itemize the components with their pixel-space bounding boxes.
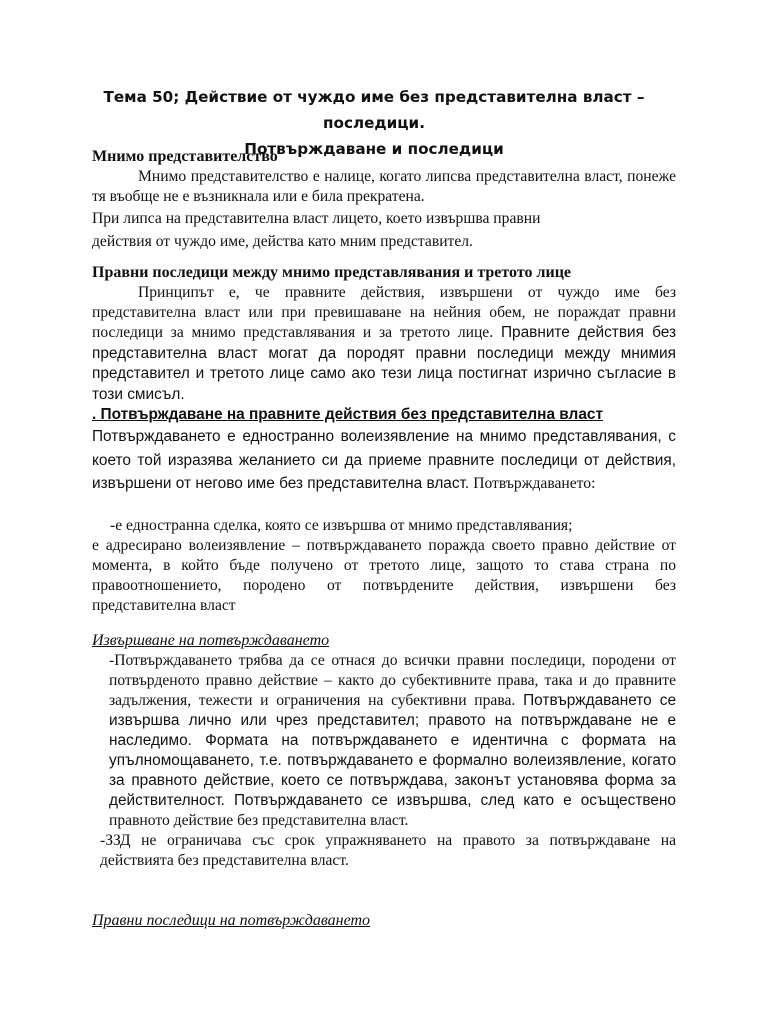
paragraph-serif-part: Принципът е, че правните действия, извършени от чуждо име без представителна власт или при превишаване на нейния обем, не пораждат правни последици за мнимо представлявания и за третото лице.: [92, 284, 676, 341]
section-legal-consequences: [92, 263, 676, 405]
paragraph: е адресирано волеизявление – потвърждаването поражда своето правно действие от момента, в който бъде получено от третото лице, защото то става страна по правоотношението, породено от потвърдените действия, извършени без представителна власт: [92, 536, 676, 614]
section-heading: Правни последици между мнимо представлявания и третото лице: [92, 264, 572, 281]
section-consequences-of-ratification: [92, 911, 676, 931]
list-item-serif-part: -Потвърждаването трябва да се отнася до всички правни последици, породени от потвърденото правно действие – както до субективните права, така и до правните задължения, тежести и ограничения на субективни права.: [109, 652, 676, 709]
list-item: [92, 651, 676, 831]
paragraph-line: При липса на представителна власт лицето, което извършва правни: [92, 210, 541, 227]
paragraph: [92, 425, 676, 496]
paragraph-sans-part: Потвърждаването е едностранно волеизявление на мнимо представлявания, с което той изразява желанието си да приеме правните последици от действия, извършени от негово име без представителна власт.: [92, 428, 676, 492]
section-ratification: [92, 405, 676, 616]
paragraph-serif-part: Потвърждаването:: [473, 475, 596, 492]
title-line-1: Тема 50; Действие от чуждо име без представителна власт – последици.: [103, 88, 645, 132]
section-heading: . Потвърждаване на правните действия без представителна власт: [92, 406, 603, 423]
list-item: -ЗЗД не ограничава със срок упражняването на правото за потвърждаване на действията без представителна власт.: [100, 832, 676, 869]
section-heading: Мнимо представителство: [92, 148, 278, 165]
list-item-tail: правното действие без представителна власт.: [109, 812, 409, 829]
paragraph: [92, 283, 676, 405]
list-item: -е едностранна сделка, която се извършва от мнимо представлявания;: [110, 516, 573, 534]
section-apparent-representation: [92, 147, 676, 253]
section-performing-ratification: [92, 631, 676, 871]
paragraph: Мнимо представителство е налице, когато липсва представителна власт, понеже тя въобще не е възникнала или е била прекратена.: [92, 168, 676, 205]
section-heading: Правни последици на потвърждаването: [92, 912, 371, 929]
section-heading: Извършване на потвърждаването: [92, 632, 330, 649]
title-line-2: Потвърждаване и последици: [244, 140, 504, 158]
paragraph-line: действия от чуждо име, действа като мним представител.: [92, 233, 473, 250]
paragraph-sans-part: Правните действия без представителна власт могат да породят правни последици между мнимия представител и третото лице само ако тези лица постигнат изрично съгласие в този смисъл.: [92, 324, 676, 403]
list-item-sans-part: Потвърждаването се извършва лично или чрез представител; правото на потвърждаване не е наследимо. Формата на потвърждаването е идентична с формата на упълномощаването, т.е. потвърждаването е формално волеизявление, когато за правното действие, което се потвърждава, законът установява форма за действителност. Потвърждаването се извършва, след като е осъществено: [109, 692, 676, 809]
